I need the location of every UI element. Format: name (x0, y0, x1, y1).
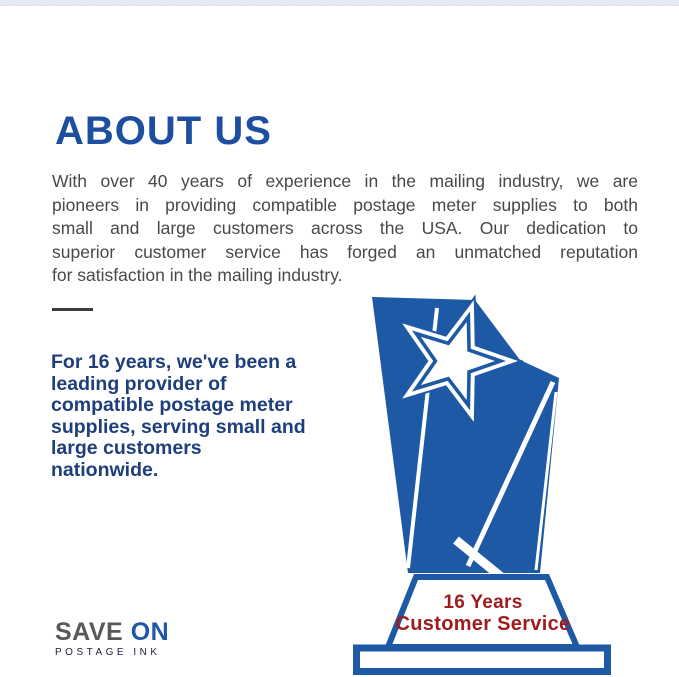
trophy-base-label-years: 16 Years (443, 592, 523, 613)
page-title: ABOUT US (55, 108, 272, 153)
trophy-base-label-service: Customer Service (395, 613, 571, 635)
paragraph-line: small and large customers across the USA. Our dedication to (52, 218, 638, 238)
logo-word-on: ON (130, 618, 170, 646)
highlight-line: supplies, serving small and (51, 415, 306, 438)
logo-word-save: SAVE (55, 618, 124, 646)
paragraph-line: superior customer service has forged an unmatched reputation (52, 241, 638, 262)
highlight-line: leading provider of (51, 372, 227, 395)
logo-subtitle: POSTAGE INK (55, 647, 161, 658)
trophy-award-graphic (353, 290, 618, 677)
about-paragraph (52, 170, 638, 288)
brand-logo (55, 620, 169, 658)
highlight-line: large customers (51, 437, 202, 459)
top-accent-strip (0, 0, 679, 6)
trophy-plinth (357, 648, 608, 672)
highlight-line: nationwide. (51, 458, 159, 481)
logo-wordmark (55, 620, 169, 645)
paragraph-line: With over 40 years of experience in the mailing industry, we are (52, 171, 638, 191)
paragraph-line: pioneers in providing compatible postage meter supplies to both (52, 194, 638, 215)
highlight-text (51, 352, 351, 481)
highlight-line: For 16 years, we've been a (51, 351, 297, 373)
paragraph-line: for satisfaction in the mailing industry. (52, 265, 343, 285)
section-dash (52, 308, 93, 311)
highlight-line: compatible postage meter (51, 394, 293, 416)
